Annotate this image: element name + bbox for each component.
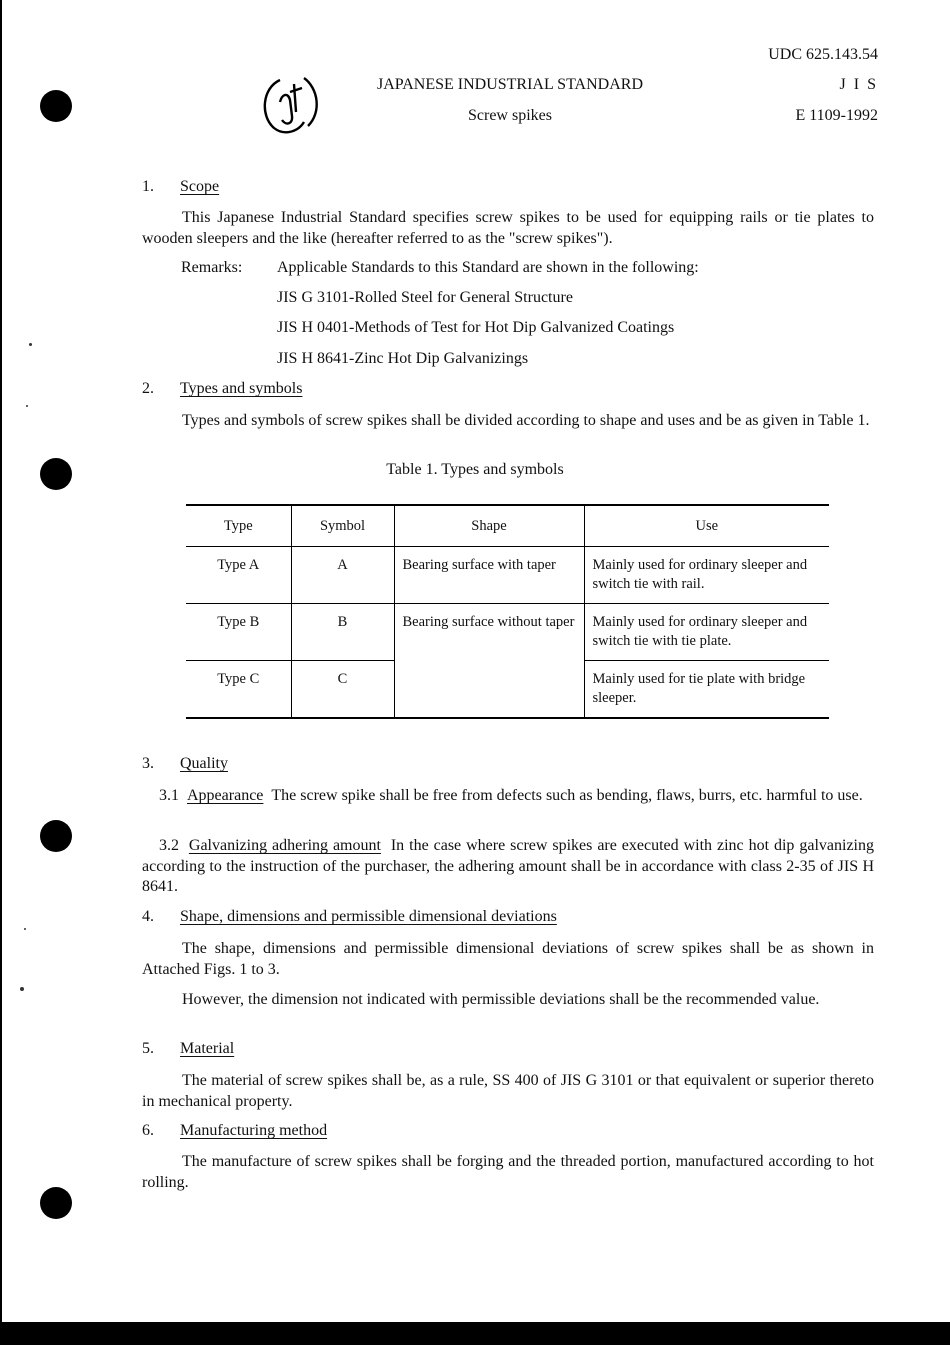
org-name: JAPANESE INDUSTRIAL STANDARD	[377, 76, 643, 93]
udc-number: UDC 625.143.54	[768, 46, 878, 63]
section-title: Manufacturing method	[180, 1122, 328, 1139]
use-cell: Mainly used for ordinary sleeper and switch tie with tie plate.	[584, 604, 829, 661]
section-heading-scope	[142, 178, 219, 196]
binder-hole	[40, 820, 72, 852]
top-scan-artifact	[230, 0, 690, 2]
section-title: Quality	[180, 755, 228, 772]
binder-hole	[40, 1187, 72, 1219]
subsection-title: Appearance	[187, 787, 264, 804]
shape-cell	[394, 661, 584, 718]
section-number: 1.	[142, 178, 154, 195]
header-cell: Type	[186, 505, 291, 547]
jis-label: J I S	[839, 76, 878, 93]
section-heading-quality	[142, 755, 228, 773]
remarks-line	[181, 259, 699, 277]
subsection-number: 3.2	[159, 837, 179, 854]
binder-hole	[40, 90, 72, 122]
symbol-cell: B	[291, 604, 394, 661]
section-title: Scope	[180, 178, 220, 195]
type-cell: Type C	[186, 661, 291, 718]
header-cell: Shape	[394, 505, 584, 547]
scan-speck	[29, 343, 32, 346]
standard-title: Screw spikes	[468, 107, 552, 124]
section-heading-manufacturing	[142, 1122, 327, 1140]
table-row	[186, 661, 829, 718]
symbol-cell: C	[291, 661, 394, 718]
paragraph-text: Types and symbols of screw spikes shall be divided according to shape and uses and be as given in Table 1.	[182, 412, 870, 429]
jis-mark-icon	[258, 72, 324, 138]
paragraph-text: The manufacture of screw spikes shall be forging and the threaded portion, manufactured according to hot rolling.	[142, 1153, 874, 1191]
section-number: 4.	[142, 908, 154, 925]
standard-ref: JIS H 0401-Methods of Test for Hot Dip Galvanized Coatings	[277, 319, 675, 336]
scan-speck	[26, 405, 28, 407]
appearance-paragraph	[142, 786, 874, 807]
scan-speck	[20, 987, 24, 991]
table-header-row	[186, 505, 829, 547]
scan-speck	[24, 928, 26, 930]
left-edge-line	[0, 0, 2, 1322]
section-title: Shape, dimensions and permissible dimensional deviations	[180, 908, 557, 925]
use-cell: Mainly used for ordinary sleeper and switch tie with rail.	[584, 547, 829, 604]
section-title: Material	[180, 1040, 235, 1057]
scope-paragraph	[142, 208, 874, 249]
table-row	[186, 604, 829, 661]
material-paragraph	[142, 1071, 874, 1112]
bottom-scan-bar	[0, 1322, 950, 1345]
section-heading-shape	[142, 908, 557, 926]
section-number: 5.	[142, 1040, 154, 1057]
symbol-cell: A	[291, 547, 394, 604]
header-cell: Symbol	[291, 505, 394, 547]
paragraph-text: However, the dimension not indicated with permissible deviations shall be the recommended value.	[182, 991, 820, 1008]
standard-number: E 1109-1992	[795, 107, 878, 124]
section-number: 3.	[142, 755, 154, 772]
paragraph-text: The screw spike shall be free from defects such as bending, flaws, burrs, etc. harmful to use.	[271, 787, 863, 804]
shape-note-paragraph	[142, 990, 874, 1011]
manufacturing-paragraph	[142, 1152, 874, 1193]
subsection-number: 3.1	[159, 787, 179, 804]
table-caption: Table 1. Types and symbols	[386, 461, 564, 478]
paragraph-text: The material of screw spikes shall be, as a rule, SS 400 of JIS G 3101 or that equivalent or superior thereto in mechanical property.	[142, 1072, 874, 1110]
type-cell: Type B	[186, 604, 291, 661]
types-table	[186, 504, 829, 719]
section-number: 2.	[142, 380, 154, 397]
paragraph-text: In the case where screw spikes are executed with zinc hot dip galvanizing according to the instruction of the purchaser, the adhering amount shall be in accordance with class 2-35 of JIS H 8641.	[142, 837, 874, 895]
section-number: 6.	[142, 1122, 154, 1139]
standard-ref: JIS G 3101-Rolled Steel for General Structure	[277, 289, 573, 306]
section-title: Types and symbols	[180, 380, 303, 397]
shape-paragraph	[142, 939, 874, 980]
type-cell: Type A	[186, 547, 291, 604]
shape-cell: Bearing surface without taper	[394, 604, 584, 661]
types-paragraph	[142, 411, 874, 432]
remarks-text: Applicable Standards to this Standard are shown in the following:	[277, 259, 699, 276]
subsection-title: Galvanizing adhering amount	[188, 837, 381, 854]
remarks-label: Remarks:	[181, 259, 243, 276]
header-cell: Use	[584, 505, 829, 547]
table-row	[186, 547, 829, 604]
standard-ref: JIS H 8641-Zinc Hot Dip Galvanizings	[277, 350, 529, 367]
paragraph-text: The shape, dimensions and permissible dimensional deviations of screw spikes shall be as shown in Attached Figs. 1 to 3.	[142, 940, 874, 978]
shape-cell: Bearing surface with taper	[394, 547, 584, 604]
galvanizing-paragraph	[142, 836, 874, 898]
paragraph-text: This Japanese Industrial Standard specifies screw spikes to be used for equipping rails or tie plates to wooden sleepers and the like (hereafter referred to as the "screw spikes").	[142, 209, 874, 247]
use-cell: Mainly used for tie plate with bridge sleeper.	[584, 661, 829, 718]
section-heading-material	[142, 1040, 234, 1058]
section-heading-types	[142, 380, 302, 398]
